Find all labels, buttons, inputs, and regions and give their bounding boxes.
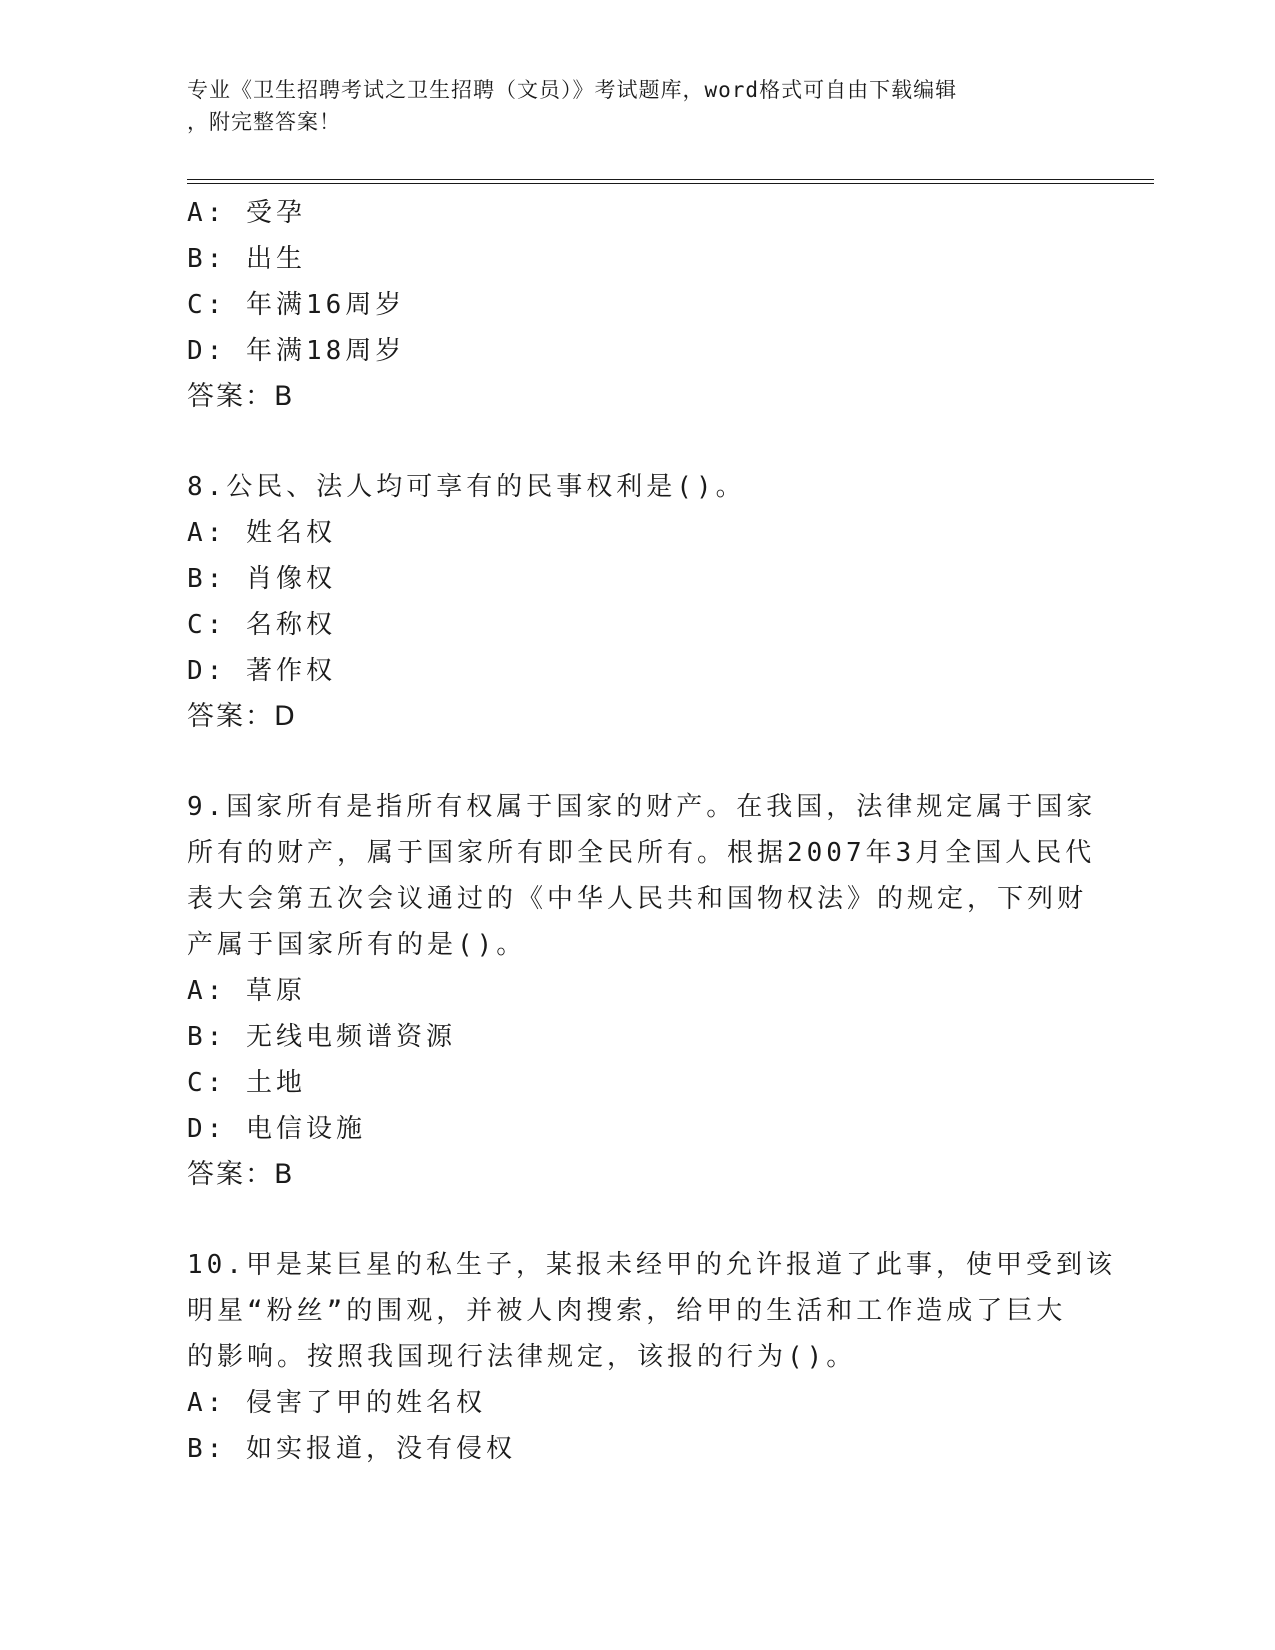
option-c: C: 名称权 <box>187 610 336 640</box>
option-a: A: 受孕 <box>187 198 306 228</box>
question-text-line-3: 表大会第五次会议通过的《中华人民共和国物权法》的规定，下列财 <box>187 884 1088 914</box>
answer-text: 答案：B <box>187 381 295 412</box>
option-d: D: 著作权 <box>187 656 336 686</box>
option-a: A: 草原 <box>187 976 306 1006</box>
answer-text: 答案：B <box>187 1159 295 1190</box>
header-line-2: ，附完整答案！ <box>187 110 341 134</box>
question-text-line-4: 产属于国家所有的是()。 <box>187 930 527 960</box>
option-b: B: 肖像权 <box>187 564 336 594</box>
option-b: B: 如实报道，没有侵权 <box>187 1434 516 1464</box>
option-a: A: 姓名权 <box>187 518 336 548</box>
question-block-8 <box>187 464 1087 740</box>
option-d: D: 年满18周岁 <box>187 336 406 366</box>
document-header <box>187 74 1067 138</box>
option-a: A: 侵害了甲的姓名权 <box>187 1388 486 1418</box>
question-block-10 <box>187 1242 1116 1472</box>
header-divider-top <box>187 179 1154 180</box>
option-c: C: 土地 <box>187 1068 306 1098</box>
question-text-line-3: 的影响。按照我国现行法律规定，该报的行为()。 <box>187 1342 857 1372</box>
question-text-line-2: 明星“粉丝”的围观，并被人肉搜索，给甲的生活和工作造成了巨大 <box>187 1296 1067 1326</box>
header-divider-bottom <box>187 183 1154 184</box>
document-body <box>187 190 1116 1472</box>
option-d: D: 电信设施 <box>187 1114 366 1144</box>
header-line-1: 专业《卫生招聘考试之卫生招聘（文员）》考试题库，word格式可自由下载编辑 <box>187 78 958 102</box>
option-b: B: 出生 <box>187 244 306 274</box>
question-text: 8.公民、法人均可享有的民事权利是()。 <box>187 472 746 502</box>
option-c: C: 年满16周岁 <box>187 290 406 320</box>
answer-text: 答案：D <box>187 701 297 732</box>
option-b: B: 无线电频谱资源 <box>187 1022 456 1052</box>
question-text-line-1: 9.国家所有是指所有权属于国家的财产。在我国，法律规定属于国家 <box>187 792 1097 822</box>
question-text-line-1: 10.甲是某巨星的私生子，某报未经甲的允许报道了此事，使甲受到该 <box>187 1250 1116 1280</box>
question-block-9 <box>187 784 1097 1198</box>
question-block-7 <box>187 190 1087 420</box>
question-text-line-2: 所有的财产，属于国家所有即全民所有。根据2007年3月全国人民代 <box>187 838 1096 868</box>
